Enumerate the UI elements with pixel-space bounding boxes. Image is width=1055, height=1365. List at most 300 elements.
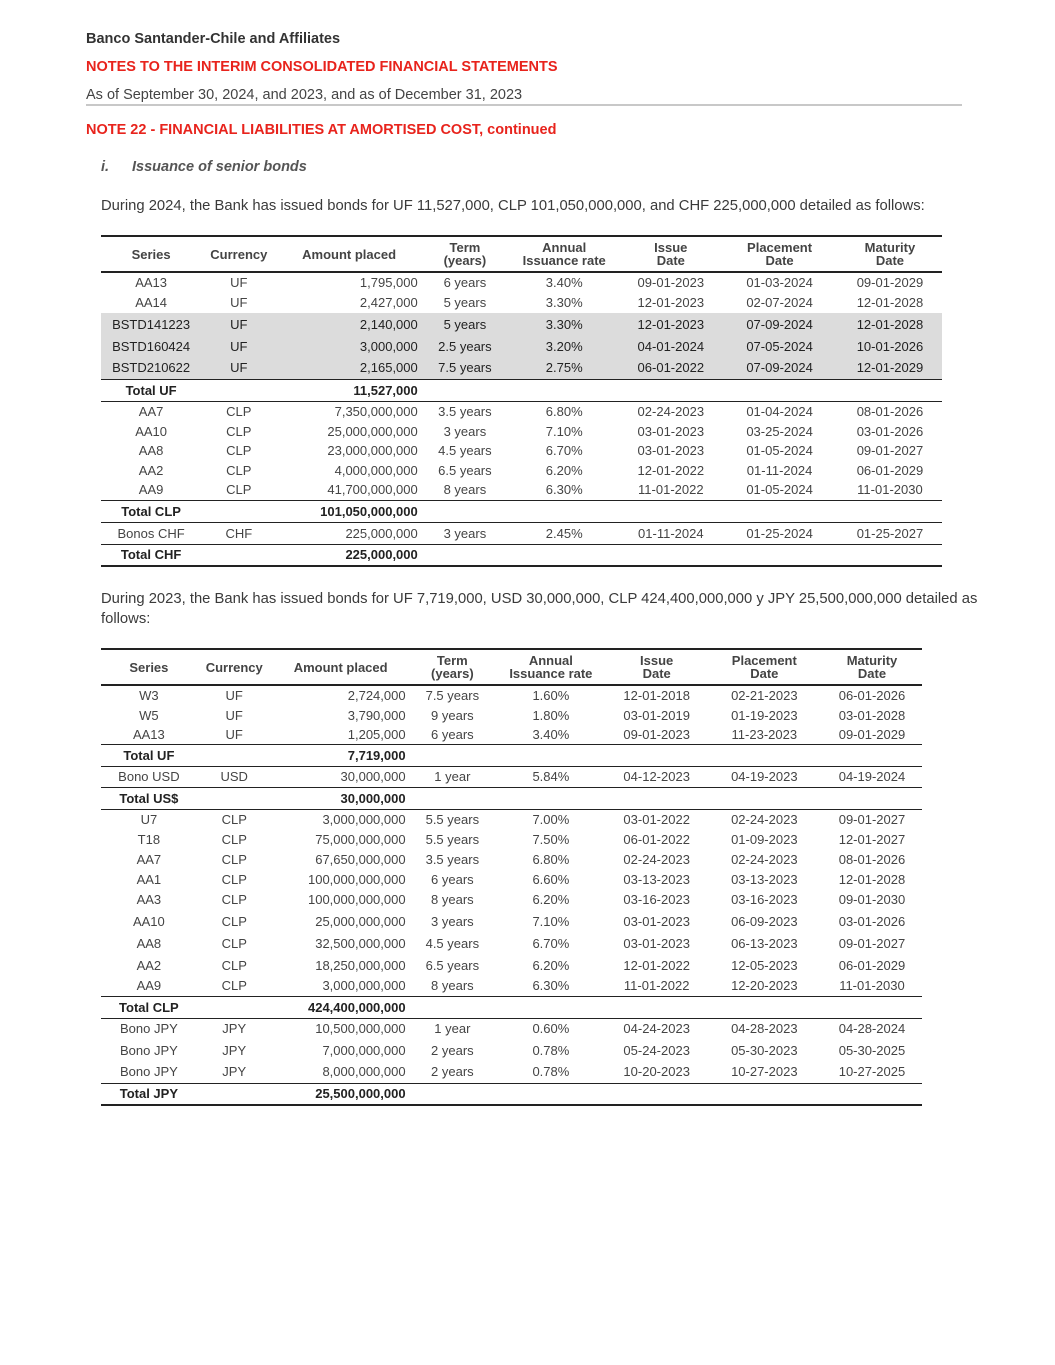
- table-row: [101, 910, 922, 932]
- cell-series: AA2: [136, 957, 162, 973]
- cell-series: AA8: [136, 935, 162, 951]
- cell-issue: 03-01-2023: [637, 443, 705, 458]
- cell-series: W3: [139, 688, 159, 703]
- total-spacer: [620, 544, 721, 566]
- cell-placement: 04-28-2023: [731, 1021, 798, 1037]
- cell-issue: 09-01-2023: [607, 725, 707, 744]
- cell-maturity: 10-01-2026: [838, 335, 942, 357]
- cell-placement: 06-09-2023: [731, 913, 798, 929]
- cell-term: 8 years: [431, 892, 474, 907]
- cell-maturity: 11-01-2030: [838, 480, 942, 500]
- cell-currency: JPY: [222, 1042, 247, 1058]
- section-heading: [101, 159, 307, 175]
- cell-series: BSTD141223: [101, 313, 201, 335]
- cell-term: 1 year: [434, 1021, 471, 1037]
- cell-term: 6 years: [431, 871, 474, 887]
- total-amount: 7,719,000: [272, 744, 410, 766]
- table-row: [101, 1018, 922, 1039]
- cell-currency: USD: [197, 766, 272, 787]
- total-amount: 30,000,000: [272, 787, 410, 809]
- cell-currency: CLP: [221, 935, 247, 951]
- total-label: Total CHF: [101, 544, 201, 566]
- total-row: [101, 744, 922, 766]
- total-spacer: [822, 744, 922, 766]
- total-spacer: [838, 500, 942, 522]
- cell-currency: UF: [230, 295, 248, 310]
- cell-series: Bono JPY: [119, 1021, 178, 1037]
- table-row: [101, 725, 922, 744]
- cell-rate: 6.80%: [545, 403, 583, 419]
- cell-issue: 03-01-2023: [623, 935, 690, 951]
- cell-currency: CLP: [226, 403, 252, 419]
- cell-currency: UF: [201, 357, 276, 379]
- cell-issue: 03-16-2023: [623, 892, 690, 907]
- col-term-line1: Term: [436, 653, 468, 668]
- cell-issue: 04-24-2023: [623, 1021, 690, 1037]
- cell-amount: 1,205,000: [272, 725, 410, 744]
- total-spacer: [508, 379, 620, 401]
- cell-placement: 05-30-2023: [731, 1042, 798, 1058]
- header-divider: [86, 104, 962, 106]
- table-row: [101, 849, 922, 869]
- cell-amount: 3,000,000: [276, 335, 421, 357]
- cell-term: 3.5 years: [438, 403, 492, 419]
- cell-placement: 07-09-2024: [721, 357, 838, 379]
- cell-currency: CLP: [221, 957, 247, 973]
- col-placement-line1: Placement: [747, 240, 813, 255]
- table-row: [101, 313, 942, 335]
- bonds-table-2024: [101, 235, 942, 567]
- cell-maturity: 01-25-2027: [838, 522, 942, 544]
- cell-rate: 3.40%: [495, 725, 607, 744]
- cell-rate: 1.60%: [532, 688, 570, 703]
- cell-issue: 02-24-2023: [623, 851, 690, 867]
- cell-placement: 07-09-2024: [721, 313, 838, 335]
- cell-placement: 12-05-2023: [731, 957, 798, 973]
- cell-issue: 03-01-2023: [623, 913, 690, 929]
- cell-rate: 7.10%: [545, 423, 583, 439]
- table-row: [101, 335, 942, 357]
- total-spacer: [197, 787, 272, 809]
- total-spacer: [508, 544, 620, 566]
- col-amount: Amount placed: [276, 236, 421, 272]
- cell-rate: 2.75%: [508, 357, 620, 379]
- cell-series: AA8: [138, 443, 164, 458]
- cell-rate: 3.20%: [508, 335, 620, 357]
- total-spacer: [607, 1083, 707, 1105]
- cell-currency: UF: [197, 725, 272, 744]
- cell-maturity: 12-01-2027: [838, 831, 906, 847]
- col-rate: [508, 236, 620, 272]
- cell-term: 4.5 years: [425, 935, 480, 951]
- cell-amount: 3,790,000: [347, 707, 406, 723]
- table-row: [101, 272, 942, 292]
- table-row: [101, 869, 922, 889]
- total-spacer: [838, 379, 942, 401]
- cell-issue: 03-01-2023: [637, 423, 705, 439]
- cell-maturity: 08-01-2026: [838, 851, 906, 867]
- cell-issue: 03-01-2019: [623, 707, 690, 723]
- table-row: [101, 1039, 922, 1061]
- cell-maturity: 12-01-2028: [838, 313, 942, 335]
- total-label: Total JPY: [101, 1083, 197, 1105]
- table-row: [101, 809, 922, 829]
- table-row: [101, 889, 922, 910]
- table-row: [101, 460, 942, 480]
- col-issue-line1: Issue: [640, 653, 674, 668]
- cell-term: 8 years: [410, 976, 495, 996]
- cell-issue: 09-01-2023: [637, 275, 705, 290]
- cell-issue: 06-01-2022: [620, 357, 721, 379]
- cell-issue: 12-01-2018: [623, 688, 690, 703]
- cell-term: 7.5 years: [425, 688, 480, 703]
- cell-series: AA10: [135, 423, 167, 439]
- total-spacer: [721, 500, 838, 522]
- cell-rate: 6.60%: [532, 871, 570, 887]
- cell-amount: 18,250,000,000: [315, 957, 406, 973]
- total-spacer: [410, 744, 495, 766]
- cell-amount: 3,000,000,000: [322, 811, 406, 827]
- total-spacer: [822, 787, 922, 809]
- total-spacer: [707, 996, 822, 1018]
- total-spacer: [620, 500, 721, 522]
- cell-placement: 01-03-2024: [746, 275, 813, 290]
- cell-rate: 6.20%: [532, 892, 570, 907]
- cell-amount: 7,000,000,000: [322, 1042, 406, 1058]
- cell-term: 5.5 years: [425, 831, 480, 847]
- col-placement-date: [707, 649, 822, 685]
- cell-maturity: 09-01-2027: [856, 443, 924, 458]
- col-currency: Currency: [197, 649, 272, 685]
- cell-currency: CLP: [221, 871, 247, 887]
- table-row: [101, 685, 922, 705]
- cell-currency: JPY: [222, 1021, 247, 1037]
- total-spacer: [197, 1083, 272, 1105]
- table-row: [101, 480, 942, 500]
- cell-series: AA10: [132, 913, 165, 929]
- table-row: [101, 932, 922, 954]
- col-maturity-line1: Maturity: [864, 240, 916, 255]
- cell-series: AA2: [138, 462, 164, 478]
- cell-currency: CLP: [221, 913, 247, 929]
- cell-issue: 04-12-2023: [607, 766, 707, 787]
- cell-rate: 3.40%: [545, 275, 583, 290]
- cell-series: Bono JPY: [101, 1061, 197, 1083]
- cell-currency: CLP: [201, 480, 276, 500]
- total-amount: 225,000,000: [276, 544, 421, 566]
- cell-issue: 12-01-2022: [637, 462, 705, 478]
- cell-rate: 6.30%: [495, 976, 607, 996]
- col-issue-date: [620, 236, 721, 272]
- col-term: [422, 236, 508, 272]
- cell-rate: 0.78%: [495, 1061, 607, 1083]
- cell-maturity: 04-19-2024: [822, 766, 922, 787]
- col-maturity-line2: Date: [857, 666, 887, 681]
- cell-currency: UF: [230, 275, 248, 290]
- cell-amount: 1,795,000: [359, 275, 418, 290]
- cell-amount: 3,000,000,000: [272, 976, 410, 996]
- cell-series: Bono JPY: [119, 1042, 178, 1058]
- cell-placement: 01-04-2024: [746, 403, 813, 419]
- total-spacer: [422, 379, 508, 401]
- cell-amount: 2,140,000: [276, 313, 421, 335]
- cell-term: 2 years: [431, 1042, 474, 1058]
- total-amount: 25,500,000,000: [272, 1083, 410, 1105]
- cell-currency: CLP: [226, 462, 252, 478]
- cell-amount: 67,650,000,000: [315, 851, 406, 867]
- cell-rate: 3.30%: [508, 313, 620, 335]
- table-row: [101, 441, 942, 460]
- col-series: Series: [101, 236, 201, 272]
- cell-issue: 12-01-2023: [620, 313, 721, 335]
- total-spacer: [822, 996, 922, 1018]
- total-row: [101, 1083, 922, 1105]
- cell-series: BSTD210622: [101, 357, 201, 379]
- total-row: [101, 379, 942, 401]
- cell-term: 4.5 years: [438, 443, 492, 458]
- cell-amount: 2,724,000: [347, 688, 406, 703]
- cell-term: 3.5 years: [425, 851, 480, 867]
- col-issue-date: [607, 649, 707, 685]
- cell-term: 1 year: [410, 766, 495, 787]
- cell-currency: UF: [201, 335, 276, 357]
- cell-currency: CLP: [221, 831, 247, 847]
- cell-maturity: 05-30-2025: [838, 1042, 906, 1058]
- cell-series: AA14: [135, 295, 167, 310]
- col-maturity-date: [822, 649, 922, 685]
- col-term-line2: (years): [443, 253, 487, 268]
- cell-placement: 01-05-2024: [746, 443, 813, 458]
- total-row: [101, 996, 922, 1018]
- cell-placement: 03-25-2024: [746, 423, 813, 439]
- cell-amount: 25,000,000,000: [327, 423, 418, 439]
- cell-series: AA9: [101, 480, 201, 500]
- total-spacer: [201, 379, 276, 401]
- total-amount: 11,527,000: [276, 379, 421, 401]
- col-placement-line2: Date: [750, 666, 779, 681]
- cell-currency: CLP: [197, 976, 272, 996]
- cell-amount: 7,350,000,000: [334, 403, 418, 419]
- cell-term: 6 years: [410, 725, 495, 744]
- cell-maturity: 09-01-2029: [856, 275, 924, 290]
- cell-issue: 11-01-2022: [620, 480, 721, 500]
- table-row: [101, 1061, 922, 1083]
- total-label: Total CLP: [101, 996, 197, 1018]
- col-placement-line1: Placement: [731, 653, 797, 668]
- cell-currency: CLP: [221, 892, 247, 907]
- cell-placement: 04-19-2023: [707, 766, 822, 787]
- cell-maturity: 06-01-2029: [856, 462, 924, 478]
- cell-currency: CLP: [221, 811, 247, 827]
- intro-2024: During 2024, the Bank has issued bonds for UF 11,527,000, CLP 101,050,000,000, and CHF 225,000,000 detailed as follows:: [101, 198, 925, 214]
- cell-amount: 8,000,000,000: [272, 1061, 410, 1083]
- cell-maturity: 12-01-2028: [838, 871, 906, 887]
- table-row: [101, 705, 922, 725]
- cell-maturity: 11-01-2030: [822, 976, 922, 996]
- total-amount: 424,400,000,000: [272, 996, 410, 1018]
- cell-maturity: 10-27-2025: [822, 1061, 922, 1083]
- cell-term: 6.5 years: [438, 462, 492, 478]
- cell-term: 3 years: [431, 913, 474, 929]
- cell-maturity: 06-01-2026: [838, 688, 906, 703]
- cell-series: AA7: [136, 851, 162, 867]
- table-row: [101, 976, 922, 996]
- col-term-line2: (years): [431, 666, 474, 681]
- cell-term: 2 years: [410, 1061, 495, 1083]
- cell-rate: 2.45%: [508, 522, 620, 544]
- cell-rate: 7.00%: [532, 811, 570, 827]
- cell-placement: 07-05-2024: [721, 335, 838, 357]
- cell-maturity: 09-01-2027: [838, 935, 906, 951]
- cell-amount: 2,427,000: [359, 295, 418, 310]
- cell-placement: 01-11-2024: [746, 462, 813, 478]
- cell-placement: 02-24-2023: [731, 811, 798, 827]
- total-spacer: [495, 996, 607, 1018]
- cell-rate: 7.10%: [532, 913, 570, 929]
- col-placement-date: [721, 236, 838, 272]
- total-spacer: [410, 787, 495, 809]
- cell-placement: 03-13-2023: [731, 871, 798, 887]
- cell-series: T18: [137, 831, 161, 847]
- total-row: [101, 544, 942, 566]
- cell-series: BSTD160424: [101, 335, 201, 357]
- table-row: [101, 421, 942, 441]
- notes-title: NOTES TO THE INTERIM CONSOLIDATED FINANCIAL STATEMENTS: [86, 59, 558, 75]
- cell-amount: 100,000,000,000: [307, 892, 406, 907]
- cell-maturity: 04-28-2024: [838, 1021, 906, 1037]
- cell-maturity: 09-01-2027: [838, 811, 906, 827]
- cell-issue: 03-13-2023: [623, 871, 690, 887]
- cell-currency: UF: [225, 707, 243, 723]
- cell-currency: UF: [225, 688, 243, 703]
- cell-issue: 12-01-2023: [637, 295, 705, 310]
- cell-series: AA7: [138, 403, 164, 419]
- cell-currency: CLP: [221, 851, 247, 867]
- total-spacer: [721, 544, 838, 566]
- cell-series: W5: [139, 707, 159, 723]
- col-amount: Amount placed: [272, 649, 410, 685]
- cell-currency: JPY: [197, 1061, 272, 1083]
- cell-amount: 100,000,000,000: [307, 871, 406, 887]
- total-spacer: [495, 744, 607, 766]
- cell-amount: 2,165,000: [276, 357, 421, 379]
- cell-placement: 10-27-2023: [707, 1061, 822, 1083]
- col-rate-line1: Annual: [528, 653, 573, 668]
- cell-term: 2.5 years: [422, 335, 508, 357]
- cell-amount: 25,000,000,000: [315, 913, 406, 929]
- cell-rate: 6.70%: [532, 935, 570, 951]
- total-row: [101, 500, 942, 522]
- cell-amount: 41,700,000,000: [276, 480, 421, 500]
- cell-series: Bono USD: [101, 766, 197, 787]
- cell-placement: 02-24-2023: [731, 851, 798, 867]
- total-spacer: [721, 379, 838, 401]
- cell-amount: 23,000,000,000: [327, 443, 418, 458]
- col-issue-line2: Date: [656, 253, 685, 268]
- cell-series: AA9: [101, 976, 197, 996]
- total-spacer: [201, 500, 276, 522]
- bonds-table-2023: [101, 648, 922, 1106]
- cell-issue: 10-20-2023: [607, 1061, 707, 1083]
- cell-term: 9 years: [431, 707, 474, 723]
- cell-term: 3 years: [422, 522, 508, 544]
- cell-placement: 02-07-2024: [746, 295, 813, 310]
- cell-rate: 6.70%: [545, 443, 583, 458]
- cell-placement: 12-20-2023: [707, 976, 822, 996]
- cell-rate: 5.84%: [495, 766, 607, 787]
- col-maturity-date: [838, 236, 942, 272]
- total-spacer: [495, 1083, 607, 1105]
- note-title: NOTE 22 - FINANCIAL LIABILITIES AT AMORTISED COST, continued: [86, 122, 557, 138]
- total-label: Total CLP: [101, 500, 201, 522]
- total-spacer: [707, 744, 822, 766]
- cell-term: 5 years: [443, 295, 487, 310]
- cell-rate: 7.50%: [532, 831, 570, 847]
- cell-term: 8 years: [422, 480, 508, 500]
- cell-rate: 6.20%: [545, 462, 583, 478]
- table-row: [101, 357, 942, 379]
- cell-maturity: 12-01-2028: [856, 295, 924, 310]
- cell-issue: 03-01-2022: [623, 811, 690, 827]
- table-row: [101, 292, 942, 313]
- total-label: Total UF: [101, 744, 197, 766]
- table-row: [101, 954, 922, 976]
- col-maturity-line2: Date: [875, 253, 905, 268]
- col-maturity-line1: Maturity: [846, 653, 898, 668]
- cell-amount: 10,500,000,000: [315, 1021, 406, 1037]
- cell-term: 3 years: [443, 423, 487, 439]
- cell-series: AA1: [136, 871, 162, 887]
- cell-placement: 01-25-2024: [721, 522, 838, 544]
- section-title: Issuance of senior bonds: [132, 159, 307, 175]
- col-issue-line2: Date: [642, 666, 671, 681]
- total-spacer: [707, 1083, 822, 1105]
- total-label: Total UF: [101, 379, 201, 401]
- cell-currency: CLP: [226, 443, 252, 458]
- cell-rate: 0.60%: [532, 1021, 570, 1037]
- cell-maturity: 06-01-2029: [838, 957, 906, 973]
- col-term-line1: Term: [449, 240, 481, 255]
- cell-maturity: 12-01-2029: [838, 357, 942, 379]
- cell-issue: 04-01-2024: [620, 335, 721, 357]
- total-spacer: [410, 996, 495, 1018]
- total-label: Total US$: [101, 787, 197, 809]
- cell-amount: 75,000,000,000: [315, 831, 406, 847]
- cell-issue: 05-24-2023: [623, 1042, 690, 1058]
- cell-placement: 01-05-2024: [721, 480, 838, 500]
- total-spacer: [838, 544, 942, 566]
- col-term: [410, 649, 495, 685]
- total-spacer: [422, 500, 508, 522]
- cell-issue: 12-01-2022: [623, 957, 690, 973]
- col-rate: [495, 649, 607, 685]
- cell-series: Bonos CHF: [101, 522, 201, 544]
- table-row: [101, 401, 942, 421]
- cell-maturity: 03-01-2026: [838, 913, 906, 929]
- total-amount: 101,050,000,000: [276, 500, 421, 522]
- cell-rate: 6.80%: [532, 851, 570, 867]
- total-spacer: [822, 1083, 922, 1105]
- cell-maturity: 09-01-2029: [822, 725, 922, 744]
- cell-rate: 0.78%: [532, 1042, 570, 1058]
- col-currency: Currency: [201, 236, 276, 272]
- cell-placement: 06-13-2023: [731, 935, 798, 951]
- table-row: [101, 522, 942, 544]
- cell-amount: 4,000,000,000: [334, 462, 418, 478]
- intro-2023: During 2023, the Bank has issued bonds for UF 7,719,000, USD 30,000,000, CLP 424,400,000,000 y JPY 25,500,000,000 detailed as follows:: [101, 591, 978, 627]
- cell-maturity: 03-01-2026: [856, 423, 924, 439]
- total-spacer: [495, 787, 607, 809]
